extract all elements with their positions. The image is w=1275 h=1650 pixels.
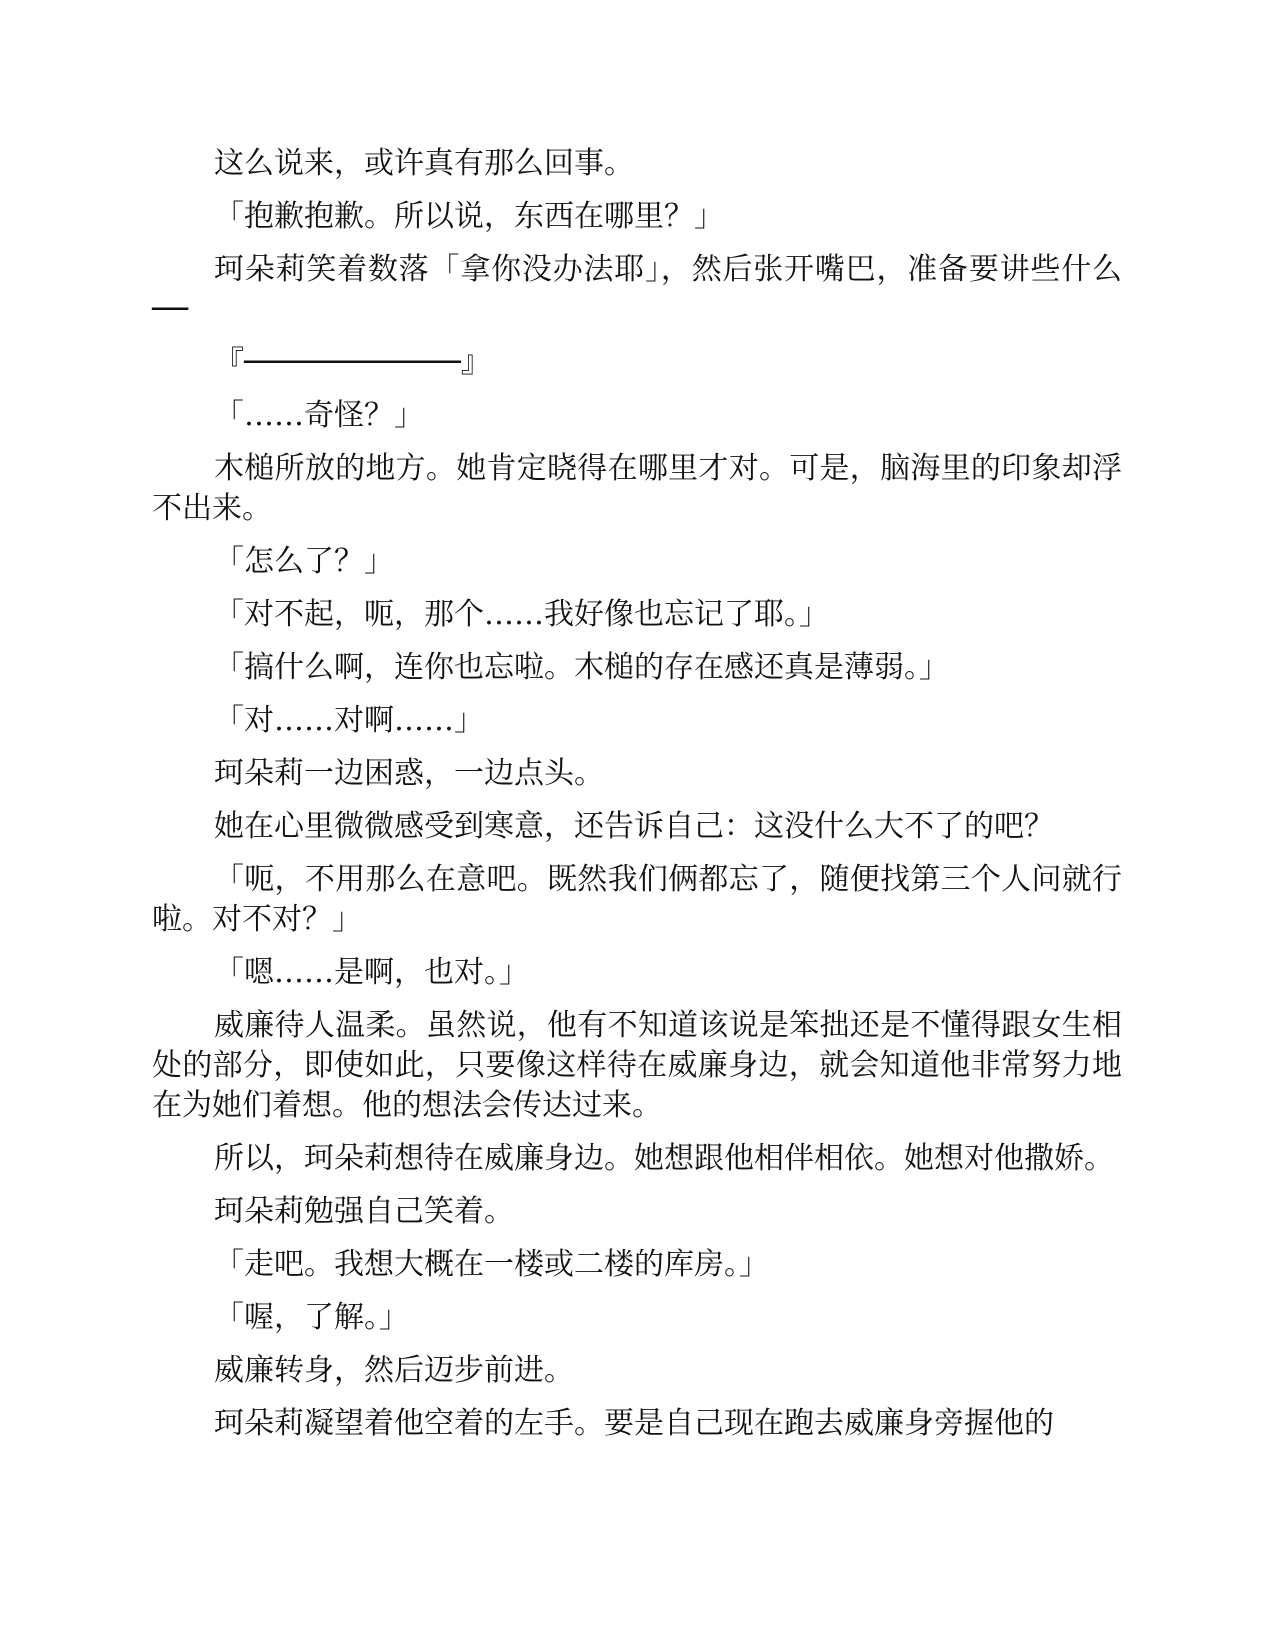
paragraph-12: 她在心里微微感受到寒意，还告诉自己：这没什么大不了的吧？ (214, 809, 1054, 844)
paragraph-7: 「怎么了？」 (214, 544, 394, 579)
paragraph-13: 「呃，不用那么在意吧。既然我们俩都忘了，随便找第三个人问就行啦。对不对？」 (152, 862, 1122, 937)
paragraph-3: 珂朵莉笑着数落「拿你没办法耶」，然后张开嘴巴，准备要讲些什么── (152, 252, 1122, 327)
paragraph-9: 「搞什么啊，连你也忘啦。木槌的存在感还真是薄弱。」 (214, 650, 949, 685)
paragraph-21: 珂朵莉凝望着他空着的左手。要是自己现在跑去威廉身旁握他的 (214, 1406, 1054, 1441)
paragraph-19: 「喔，了解。」 (214, 1300, 409, 1335)
paragraph-15: 威廉待人温柔。虽然说，他有不知道该说是笨拙还是不懂得跟女生相处的部分，即使如此，只要像这样待在威廉身边，就会知道他非常努力地在为她们着想。他的想法会传达过来。 (152, 1008, 1122, 1123)
paragraph-4: 『────────────』 (214, 345, 491, 380)
paragraph-16: 所以，珂朵莉想待在威廉身边。她想跟他相伴相依。她想对他撒娇。 (214, 1141, 1114, 1176)
body-text (152, 144, 1122, 1457)
paragraph-14: 「嗯……是啊，也对。」 (214, 955, 529, 990)
paragraph-8: 「对不起，呃，那个……我好像也忘记了耶。」 (214, 597, 829, 632)
paragraph-11: 珂朵莉一边困惑，一边点头。 (214, 756, 604, 791)
paragraph-5: 「……奇怪？」 (214, 398, 424, 433)
paragraph-18: 「走吧。我想大概在一楼或二楼的库房。」 (214, 1247, 769, 1282)
paragraph-17: 珂朵莉勉强自己笑着。 (214, 1194, 514, 1229)
paragraph-1: 这么说来，或许真有那么回事。 (214, 146, 634, 181)
paragraph-2: 「抱歉抱歉。所以说，东西在哪里？」 (214, 199, 724, 234)
paragraph-6: 木槌所放的地方。她肯定晓得在哪里才对。可是，脑海里的印象却浮不出来。 (152, 451, 1122, 526)
paragraph-20: 威廉转身，然后迈步前进。 (214, 1353, 574, 1388)
paragraph-10: 「对……对啊……」 (214, 703, 484, 738)
